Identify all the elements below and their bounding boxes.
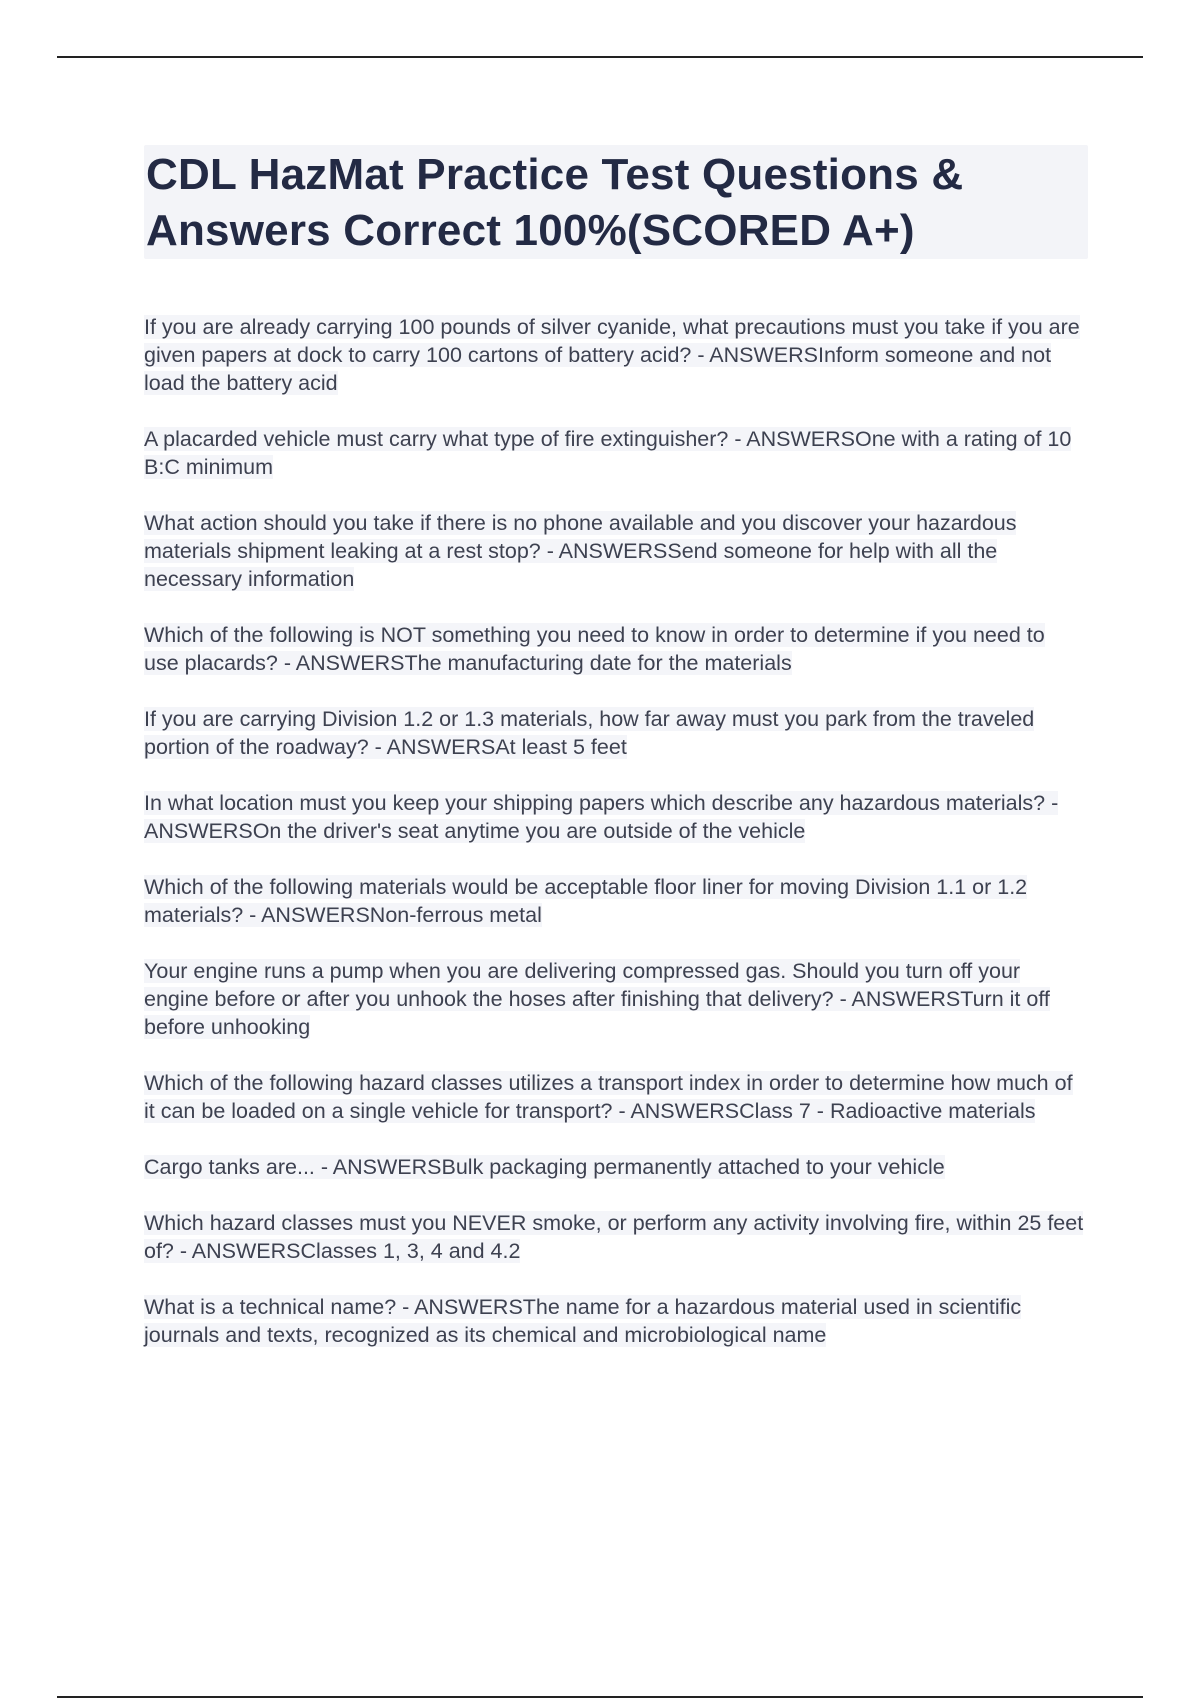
qa-item [144, 1153, 1084, 1181]
qa-item [144, 957, 1084, 1041]
qa-item [144, 425, 1084, 481]
qa-text: If you are already carrying 100 pounds of silver cyanide, what precautions must you take if you are given papers at dock to carry 100 cartons of battery acid? - ANSWERSInform someone and not load the battery acid [144, 315, 1080, 395]
qa-text: Which hazard classes must you NEVER smoke, or perform any activity involving fire, within 25 feet of? - ANSWERSClasses 1, 3, 4 and 4.2 [144, 1211, 1084, 1263]
qa-item [144, 1069, 1084, 1125]
qa-text: A placarded vehicle must carry what type of fire extinguisher? - ANSWERSOne with a rating of 10 B:C minimum [144, 427, 1072, 479]
bottom-rule [57, 1696, 1143, 1698]
qa-item [144, 789, 1084, 845]
qa-text: Cargo tanks are... - ANSWERSBulk packaging permanently attached to your vehicle [144, 1155, 945, 1179]
qa-item [144, 1209, 1084, 1265]
qa-text: Which of the following is NOT something you need to know in order to determine if you need to use placards? - ANSWERSThe manufacturing date for the materials [144, 623, 1045, 675]
top-rule [57, 56, 1143, 58]
qa-text: Which of the following hazard classes utilizes a transport index in order to determine how much of it can be loaded on a single vehicle for transport? - ANSWERSClass 7 - Radioactive materials [144, 1071, 1073, 1123]
qa-list [144, 313, 1084, 1377]
qa-item [144, 873, 1084, 929]
qa-text: If you are carrying Division 1.2 or 1.3 materials, how far away must you park from the traveled portion of the roadway? - ANSWERSAt least 5 feet [144, 707, 1035, 759]
title-block [144, 145, 1088, 259]
qa-text: Your engine runs a pump when you are delivering compressed gas. Should you turn off your engine before or after you unhook the hoses after finishing that delivery? - ANSWERSTurn it off before unhooking [144, 959, 1050, 1039]
document-title: CDL HazMat Practice Test Questions & Answers Correct 100%(SCORED A+) [146, 150, 964, 255]
qa-item [144, 705, 1084, 761]
qa-item [144, 1293, 1084, 1349]
qa-item [144, 621, 1084, 677]
qa-item [144, 509, 1084, 593]
qa-text: Which of the following materials would be acceptable floor liner for moving Division 1.1 or 1.2 materials? - ANSWERSNon-ferrous metal [144, 875, 1028, 927]
qa-item [144, 313, 1084, 397]
qa-text: In what location must you keep your shipping papers which describe any hazardous materials? - ANSWERSOn the driver's seat anytime you are outside of the vehicle [144, 791, 1059, 843]
qa-text: What action should you take if there is no phone available and you discover your hazardous materials shipment leaking at a rest stop? - ANSWERSSend someone for help with all the necessary information [144, 511, 1017, 591]
qa-text: What is a technical name? - ANSWERSThe name for a hazardous material used in scientific journals and texts, recognized as its chemical and microbiological name [144, 1295, 1022, 1347]
